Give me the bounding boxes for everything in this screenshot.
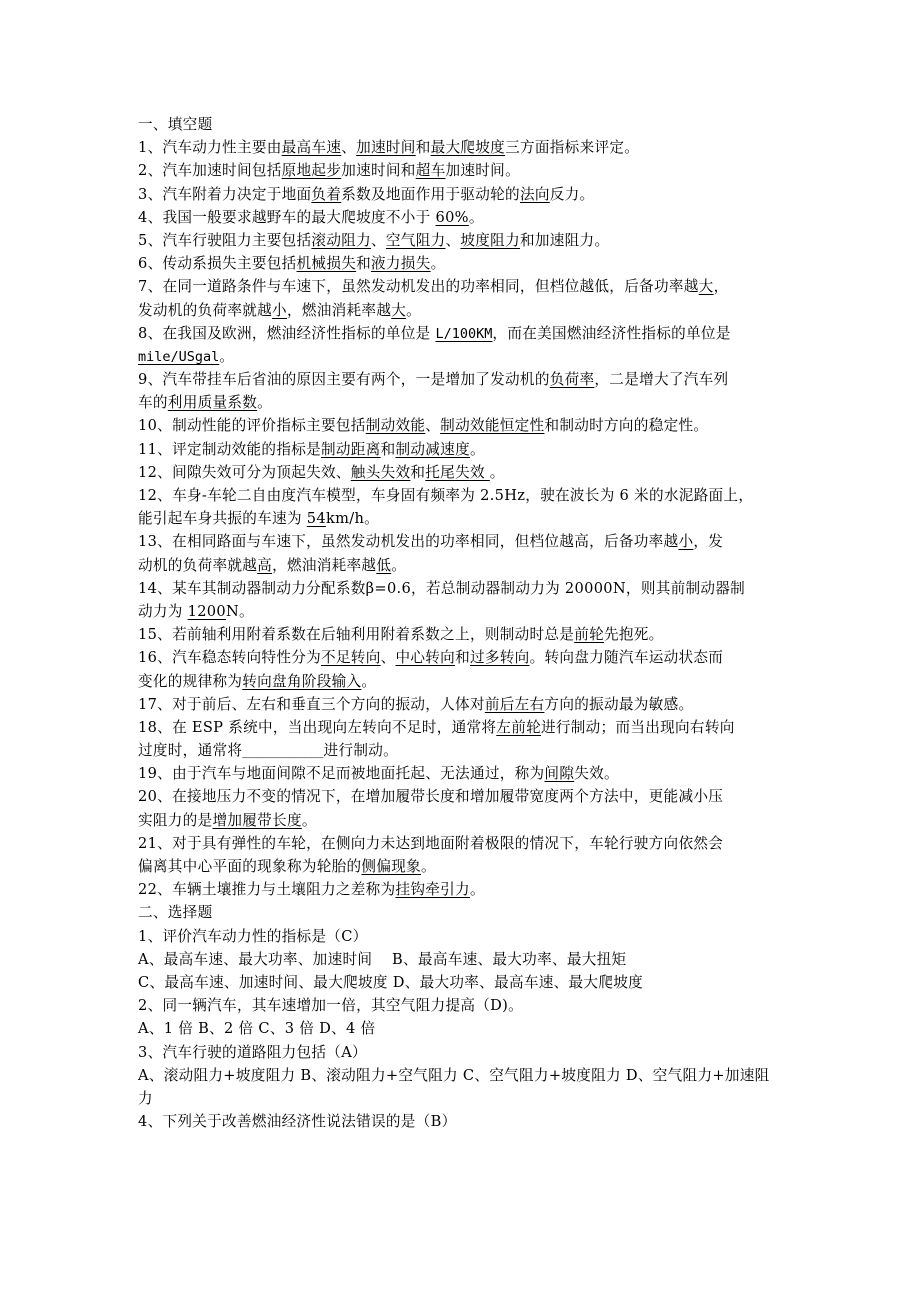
question-text: 动机的负荷率就越 bbox=[138, 556, 258, 574]
question-text: 先抱死。 bbox=[604, 626, 664, 644]
answer-text: 小 bbox=[272, 301, 287, 319]
choice-q3-options-line1 bbox=[138, 1064, 788, 1087]
question-text: 4、下列关于改善燃油经济性说法错误的是（B） bbox=[138, 1113, 457, 1131]
question-text: 。 bbox=[421, 858, 436, 875]
answer-text: 液力损失 bbox=[371, 255, 431, 273]
question-text: 1、评价汽车动力性的指标是（C） bbox=[138, 927, 368, 945]
answer-text: L/100KM bbox=[435, 325, 493, 342]
fill-q12a bbox=[138, 461, 788, 484]
answer-text: 不足转向 bbox=[321, 649, 381, 667]
question-text: 能引起车身共振的车速为 bbox=[138, 510, 307, 528]
choice-q2 bbox=[138, 994, 788, 1017]
answer-text: 60% bbox=[435, 208, 469, 226]
document-body bbox=[138, 113, 788, 1133]
fill-q22 bbox=[138, 878, 788, 901]
question-text: 。 bbox=[469, 440, 485, 458]
question-text: 11、评定制动效能的指标是 bbox=[138, 440, 322, 458]
question-text: 、 bbox=[380, 649, 396, 667]
choice-q1 bbox=[138, 925, 788, 948]
answer-text: 增加履带长度 bbox=[212, 811, 302, 829]
question-text: 10、制动性能的评价指标主要包括 bbox=[138, 417, 366, 435]
answer-text: 托尾失效 bbox=[425, 463, 490, 481]
question-text: ， bbox=[713, 278, 729, 296]
question-text: 、 bbox=[425, 417, 441, 435]
answer-text: 制动距离 bbox=[321, 440, 381, 458]
fill-q1 bbox=[138, 136, 788, 159]
answer-text: 负着 bbox=[311, 185, 342, 203]
answer-text: mile/USgal bbox=[138, 348, 220, 365]
question-text: 力 bbox=[138, 1089, 153, 1107]
question-text: A、最高车速、最大功率、加速时间 B、最高车速、最大功率、最大扭矩 bbox=[138, 950, 627, 968]
question-text: C、最高车速、加速时间、最大爬坡度 D、最大功率、最高车速、最大爬坡度 bbox=[138, 973, 644, 991]
choice-q3 bbox=[138, 1041, 788, 1064]
question-text: 3、汽车附着力决定于地面 bbox=[138, 185, 312, 203]
fill-q18-line2 bbox=[138, 739, 788, 762]
question-text: 22、车辆土壤推力与土壤阻力之差称为 bbox=[138, 881, 396, 899]
question-text: 。 bbox=[469, 881, 485, 899]
answer-text: 低 bbox=[376, 556, 392, 574]
fill-q7-line2 bbox=[138, 299, 788, 322]
choice-q2-options bbox=[138, 1017, 788, 1040]
question-text: 12、车身-车轮二自由度汽车模型，车身固有频率为 2.5Hz，驶在波长为 6 米的水泥路面上， bbox=[138, 487, 754, 504]
question-text: 。 bbox=[430, 255, 446, 273]
question-text: 。 bbox=[391, 556, 407, 574]
fill-q9-line2 bbox=[138, 391, 788, 414]
answer-text: 54 bbox=[306, 510, 326, 528]
answer-text: 制动效能 bbox=[365, 417, 426, 435]
fill-q10 bbox=[138, 414, 788, 437]
answer-text: 触头失效 bbox=[350, 463, 411, 481]
question-text: 。 bbox=[219, 347, 235, 365]
question-text: 方向的振动最为敏感。 bbox=[544, 695, 694, 713]
question-text: 系数及地面作用于驱动轮的 bbox=[341, 185, 520, 203]
question-text: 。 bbox=[468, 208, 484, 226]
answer-text: 加速时间 bbox=[356, 139, 416, 157]
answer-text: 中心转向 bbox=[395, 649, 456, 667]
answer-text: 最大爬坡度 bbox=[430, 139, 506, 157]
fill-q17 bbox=[138, 693, 788, 716]
fill-q16-line2 bbox=[138, 670, 788, 693]
question-text: 、 bbox=[371, 231, 386, 249]
section-title-fill bbox=[138, 113, 788, 136]
question-text: N。 bbox=[225, 602, 254, 620]
answer-text: 制动效能恒定性 bbox=[440, 417, 545, 435]
question-text: ，燃油消耗率越 bbox=[286, 301, 392, 319]
fill-q9-line1 bbox=[138, 368, 788, 391]
answer-text: 高 bbox=[257, 556, 273, 574]
question-text: 和 bbox=[410, 463, 426, 481]
question-text: 。转向盘力随汽车运动状态而 bbox=[529, 649, 724, 667]
question-text: 加速时间。 bbox=[445, 162, 520, 180]
question-text: 发动机的负荷率就越 bbox=[138, 301, 273, 319]
question-text: 进行制动。 bbox=[323, 742, 399, 760]
question-text: 1、汽车动力性主要由 bbox=[138, 139, 282, 157]
question-text: 13、在相同路面与车速下，虽然发动机发出的功率相同，但档位越高，后备功率越 bbox=[138, 533, 679, 551]
fill-q12b-line1 bbox=[138, 484, 788, 507]
answer-text: 坡度阻力 bbox=[460, 231, 520, 249]
answer-text: 侧偏现象 bbox=[361, 858, 421, 875]
question-text: 8、在我国及欧洲，燃油经济性指标的单位是 bbox=[138, 324, 436, 342]
fill-q20-line1 bbox=[138, 785, 788, 808]
question-text: 偏离其中心平面的现象称为轮胎的 bbox=[138, 858, 362, 875]
fill-q8-line1 bbox=[138, 322, 788, 345]
choice-q4 bbox=[138, 1110, 788, 1133]
answer-text: 法向 bbox=[519, 185, 550, 203]
answer-text: 滚动阻力 bbox=[311, 231, 371, 249]
question-text: 失效。 bbox=[574, 765, 619, 783]
fill-q4 bbox=[138, 206, 788, 229]
answer-text: 大 bbox=[698, 278, 714, 296]
question-text: 和加速阻力。 bbox=[519, 231, 610, 249]
question-text: 18、在 ESP 系统中，当出现向左转向不足时，通常将 bbox=[138, 718, 497, 736]
fill-q13-line1 bbox=[138, 530, 788, 553]
question-text: 16、汽车稳态转向特性分为 bbox=[138, 649, 322, 667]
question-text: 19、由于汽车与地面间隙不足而被地面托起、无法通过，称为 bbox=[138, 765, 545, 783]
question-text: 17、对于前后、左右和垂直三个方向的振动，人体对 bbox=[138, 695, 485, 713]
question-text: A、滚动阻力+坡度阻力 B、滚动阻力+空气阻力 C、空气阻力+坡度阻力 D、空气阻力+加速阻 bbox=[138, 1066, 770, 1084]
question-text: 。 bbox=[257, 394, 273, 412]
question-text: 7、在同一道路条件与车速下，虽然发动机发出的功率相同，但档位越低，后备功率越 bbox=[138, 278, 699, 296]
answer-text: 负荷率 bbox=[549, 371, 595, 389]
question-text: 三方面指标来评定。 bbox=[505, 139, 640, 157]
question-text: 车的 bbox=[138, 394, 168, 412]
choice-q3-options-line2 bbox=[138, 1087, 788, 1110]
question-text: 过度时，通常将 bbox=[138, 742, 243, 760]
answer-text: 空气阻力 bbox=[385, 231, 446, 249]
question-text: 反力。 bbox=[549, 185, 595, 203]
answer-text: 利用质量系数 bbox=[167, 394, 258, 412]
question-text: 和 bbox=[356, 255, 372, 273]
answer-text: 制动减速度 bbox=[395, 440, 470, 458]
question-text: 二、选择题 bbox=[138, 904, 213, 922]
question-text: 加速时间和 bbox=[341, 162, 416, 180]
question-text: 、 bbox=[341, 139, 357, 157]
fill-q16-line1 bbox=[138, 646, 788, 669]
answer-text: 间隙 bbox=[544, 765, 575, 783]
fill-q14-line1 bbox=[138, 577, 788, 600]
question-text: 12、间隙失效可分为顶起失效、 bbox=[138, 463, 351, 481]
question-text: 和 bbox=[455, 649, 470, 667]
choice-q1-options-cd bbox=[138, 971, 788, 994]
choice-q1-options-ab bbox=[138, 948, 788, 971]
fill-q3 bbox=[138, 183, 788, 206]
question-text: ，燃油消耗率越 bbox=[272, 556, 377, 574]
answer-text: 1200 bbox=[187, 602, 226, 620]
fill-q20-line2 bbox=[138, 809, 788, 832]
question-text: 15、若前轴利用附着系数在后轴利用附着系数之上，则制动时总是 bbox=[138, 626, 575, 644]
question-text: 。 bbox=[406, 301, 422, 319]
answer-text: 小 bbox=[678, 533, 694, 551]
question-text: 21、对于具有弹性的车轮，在侧向力未达到地面附着极限的情况下，车轮行驶方向依然会 bbox=[138, 834, 724, 852]
fill-q6 bbox=[138, 252, 788, 275]
question-text: 20、在接地压力不变的情况下，在增加履带长度和增加履带宽度两个方法中，更能减小压 bbox=[138, 788, 724, 806]
fill-q13-line2 bbox=[138, 554, 788, 577]
question-text: 4、我国一般要求越野车的最大爬坡度不小于 bbox=[138, 208, 436, 226]
fill-q21-line1 bbox=[138, 832, 788, 855]
question-text: 和制动时方向的稳定性。 bbox=[544, 417, 709, 435]
answer-text: 超车 bbox=[415, 162, 446, 180]
answer-blank: __________ bbox=[242, 743, 324, 760]
question-text: ，二是增大了汽车列 bbox=[594, 371, 729, 389]
fill-q21-line2 bbox=[138, 855, 788, 878]
answer-text: 左前轮 bbox=[496, 718, 541, 736]
question-text: 变化的规律称为 bbox=[138, 672, 243, 690]
question-text: 进行制动；而当出现向右转向 bbox=[540, 718, 735, 736]
answer-text: 最高车速 bbox=[281, 139, 342, 157]
question-text: 。 bbox=[489, 463, 505, 481]
fill-q12b-line2 bbox=[138, 507, 788, 530]
fill-q2 bbox=[138, 159, 788, 182]
question-text: 动力为 bbox=[138, 602, 188, 620]
question-text: 和 bbox=[380, 440, 396, 458]
question-text: 、 bbox=[445, 231, 461, 249]
question-text: 2、同一辆汽车，其车速增加一倍，其空气阻力提高（D)。 bbox=[138, 997, 524, 1015]
answer-text: 过多转向 bbox=[469, 649, 530, 667]
fill-q18-line1 bbox=[138, 716, 788, 739]
question-text: 3、汽车行驶的道路阻力包括（A） bbox=[138, 1043, 367, 1061]
fill-q8-line2 bbox=[138, 345, 788, 368]
question-text: km/h。 bbox=[325, 510, 380, 528]
question-text: 9、汽车带挂车后省油的原因主要有两个，一是增加了发动机的 bbox=[138, 371, 550, 389]
question-text: 一、填空题 bbox=[138, 116, 213, 133]
question-text: 2、汽车加速时间包括 bbox=[138, 162, 282, 180]
answer-text: 原地起步 bbox=[281, 162, 342, 180]
answer-text: 前后左右 bbox=[484, 695, 545, 713]
question-text: 。 bbox=[361, 672, 377, 690]
question-text: 。 bbox=[301, 811, 317, 829]
question-text: 6、传动系损失主要包括 bbox=[138, 255, 297, 273]
question-text: A、1 倍 B、2 倍 C、3 倍 D、4 倍 bbox=[138, 1020, 376, 1038]
fill-q5 bbox=[138, 229, 788, 252]
question-text: ，发 bbox=[693, 533, 724, 551]
answer-text: 前轮 bbox=[574, 626, 604, 644]
question-text: 实阻力的是 bbox=[138, 811, 213, 829]
question-text: 和 bbox=[415, 139, 431, 157]
section-title-choice bbox=[138, 901, 788, 924]
answer-text: 挂钩牵引力 bbox=[395, 881, 470, 899]
fill-q19 bbox=[138, 762, 788, 785]
fill-q11 bbox=[138, 438, 788, 461]
answer-text: 大 bbox=[391, 301, 407, 319]
question-text: 5、汽车行驶阻力主要包括 bbox=[138, 231, 312, 249]
question-text: ，而在美国燃油经济性指标的单位是 bbox=[492, 324, 731, 342]
fill-q7-line1 bbox=[138, 275, 788, 298]
fill-q14-line2 bbox=[138, 600, 788, 623]
question-text: 14、某车其制动器制动力分配系数β=0.6，若总制动器制动力为 20000N，则其前制动器制 bbox=[138, 579, 746, 597]
answer-text: 机械损失 bbox=[296, 255, 357, 273]
answer-text: 转向盘角阶段输入 bbox=[242, 672, 362, 690]
fill-q15 bbox=[138, 623, 788, 646]
